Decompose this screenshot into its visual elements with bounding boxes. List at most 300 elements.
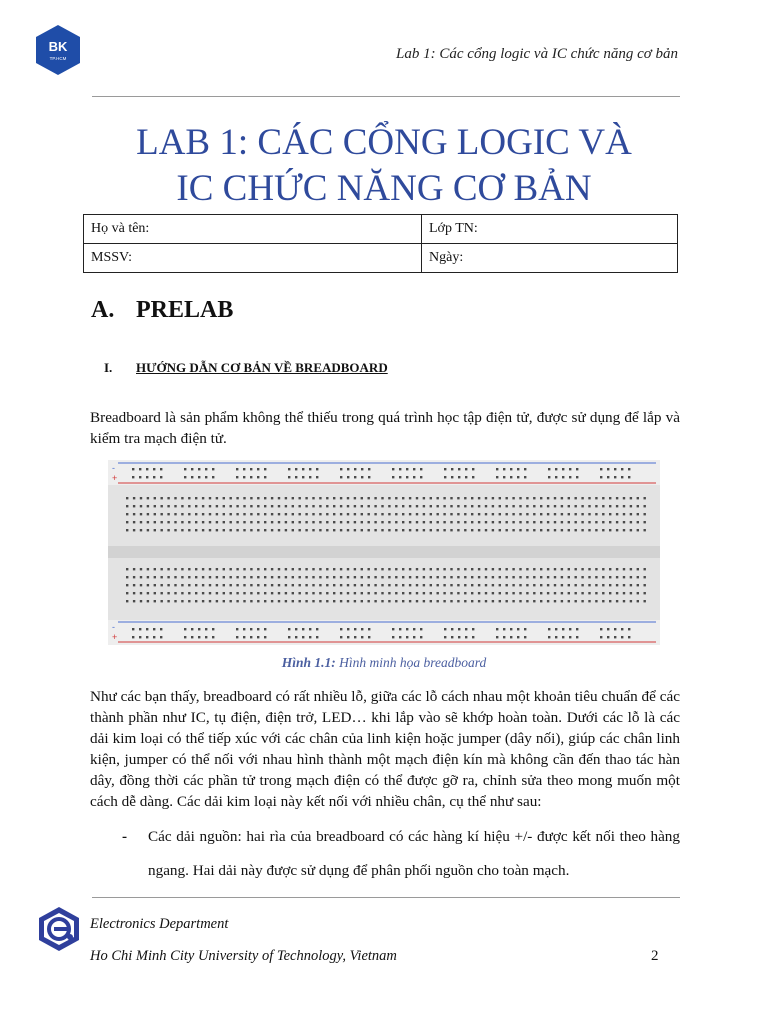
breadboard-hole xyxy=(368,576,370,578)
breadboard-hole xyxy=(406,636,408,638)
breadboard-hole xyxy=(607,636,609,638)
breadboard-hole xyxy=(457,600,459,602)
breadboard-hole xyxy=(205,636,207,638)
breadboard-hole xyxy=(347,584,349,586)
breadboard-hole xyxy=(392,636,394,638)
breadboard-hole xyxy=(195,584,197,586)
breadboard-hole xyxy=(223,584,225,586)
breadboard-hole xyxy=(637,592,639,594)
breadboard-hole xyxy=(209,529,211,531)
breadboard-hole xyxy=(588,513,590,515)
breadboard-hole xyxy=(581,505,583,507)
breadboard-hole xyxy=(250,636,252,638)
breadboard-hole xyxy=(319,521,321,523)
breadboard-hole xyxy=(161,497,163,499)
breadboard-hole xyxy=(271,568,273,570)
breadboard-hole xyxy=(443,576,445,578)
breadboard-hole xyxy=(302,468,304,470)
breadboard-hole xyxy=(368,636,370,638)
breadboard-hole xyxy=(423,529,425,531)
breadboard-hole xyxy=(595,568,597,570)
breadboard-hole xyxy=(561,521,563,523)
breadboard-hole xyxy=(395,568,397,570)
breadboard-hole xyxy=(133,592,135,594)
breadboard-hole xyxy=(540,592,542,594)
breadboard-hole xyxy=(319,505,321,507)
breadboard-hole xyxy=(264,529,266,531)
breadboard-hole xyxy=(126,497,128,499)
table-cell-student-id-label: MSSV: xyxy=(84,244,422,273)
breadboard-hole xyxy=(305,497,307,499)
breadboard-hole xyxy=(319,497,321,499)
breadboard-hole xyxy=(209,600,211,602)
breadboard-hole xyxy=(409,592,411,594)
breadboard-hole xyxy=(271,497,273,499)
breadboard-hole xyxy=(465,628,467,630)
breadboard-hole xyxy=(409,584,411,586)
breadboard-hole xyxy=(264,600,266,602)
breadboard-hole xyxy=(223,513,225,515)
breadboard-hole xyxy=(602,584,604,586)
breadboard-hole xyxy=(588,576,590,578)
breadboard-hole xyxy=(257,529,259,531)
breadboard-hole xyxy=(174,592,176,594)
breadboard-hole xyxy=(430,521,432,523)
breadboard-hole xyxy=(312,513,314,515)
breadboard-hole xyxy=(409,505,411,507)
breadboard-hole xyxy=(250,468,252,470)
breadboard-hole xyxy=(243,592,245,594)
breadboard-hole xyxy=(147,600,149,602)
breadboard-hole xyxy=(621,476,623,478)
breadboard-hole xyxy=(161,568,163,570)
table-cell-class-label: Lớp TN: xyxy=(422,215,678,244)
breadboard-hole xyxy=(561,513,563,515)
breadboard-hole xyxy=(223,497,225,499)
breadboard-hole xyxy=(368,584,370,586)
breadboard-hole xyxy=(271,521,273,523)
breadboard-hole xyxy=(243,636,245,638)
breadboard-hole xyxy=(299,576,301,578)
breadboard-hole xyxy=(223,592,225,594)
breadboard-hole xyxy=(575,568,577,570)
breadboard-hole xyxy=(126,576,128,578)
breadboard-hole xyxy=(154,497,156,499)
breadboard-hole xyxy=(561,505,563,507)
breadboard-hole xyxy=(181,513,183,515)
breadboard-hole xyxy=(278,592,280,594)
breadboard-hole xyxy=(188,584,190,586)
breadboard-hole xyxy=(472,476,474,478)
breadboard-hole xyxy=(588,592,590,594)
breadboard-hole xyxy=(524,476,526,478)
breadboard-hole xyxy=(600,468,602,470)
breadboard-hole xyxy=(354,513,356,515)
breadboard-hole xyxy=(212,468,214,470)
breadboard-hole xyxy=(492,576,494,578)
breadboard-hole xyxy=(140,529,142,531)
page-number: 2 xyxy=(651,948,659,964)
breadboard-hole xyxy=(519,600,521,602)
breadboard-hole xyxy=(450,568,452,570)
breadboard-hole xyxy=(299,505,301,507)
breadboard-hole xyxy=(236,636,238,638)
breadboard-hole xyxy=(264,476,266,478)
breadboard-hole xyxy=(506,529,508,531)
breadboard-hole xyxy=(146,636,148,638)
breadboard-hole xyxy=(299,521,301,523)
breadboard-hole xyxy=(305,592,307,594)
breadboard-hole xyxy=(548,476,550,478)
breadboard-hole xyxy=(554,521,556,523)
breadboard-hole xyxy=(614,468,616,470)
breadboard-hole xyxy=(340,568,342,570)
breadboard-hole xyxy=(392,628,394,630)
breadboard-hole xyxy=(236,600,238,602)
breadboard-hole xyxy=(471,584,473,586)
breadboard-hole xyxy=(126,529,128,531)
breadboard-hole xyxy=(312,592,314,594)
breadboard-hole xyxy=(133,576,135,578)
breadboard-hole xyxy=(519,497,521,499)
breadboard-hole xyxy=(236,513,238,515)
breadboard-hole xyxy=(554,513,556,515)
breadboard-hole xyxy=(437,592,439,594)
breadboard-hole xyxy=(340,600,342,602)
breadboard-hole xyxy=(292,568,294,570)
breadboard-hole xyxy=(519,521,521,523)
breadboard-hole xyxy=(288,476,290,478)
breadboard-hole xyxy=(492,497,494,499)
breadboard-hole xyxy=(381,584,383,586)
breadboard-hole xyxy=(340,505,342,507)
breadboard-hole xyxy=(354,576,356,578)
breadboard-hole xyxy=(361,513,363,515)
breadboard-hole xyxy=(576,468,578,470)
breadboard-hole xyxy=(499,513,501,515)
breadboard-hole xyxy=(184,468,186,470)
breadboard-hole xyxy=(406,468,408,470)
breadboard-hole xyxy=(340,529,342,531)
breadboard-hole xyxy=(202,600,204,602)
breadboard-hole xyxy=(430,505,432,507)
breadboard-hole xyxy=(333,529,335,531)
breadboard-hole xyxy=(547,568,549,570)
breadboard-hole xyxy=(264,468,266,470)
breadboard-hole xyxy=(374,600,376,602)
breadboard-hole xyxy=(402,505,404,507)
breadboard-hole xyxy=(230,600,232,602)
breadboard-hole xyxy=(568,576,570,578)
breadboard-hole xyxy=(423,592,425,594)
breadboard-hole xyxy=(623,568,625,570)
breadboard-hole xyxy=(437,513,439,515)
breadboard-hole xyxy=(630,584,632,586)
breadboard-hole xyxy=(209,497,211,499)
breadboard-hole xyxy=(354,584,356,586)
breadboard-hole xyxy=(347,521,349,523)
footer-university: Ho Chi Minh City University of Technology, Vietnam xyxy=(90,948,397,964)
breadboard-hole xyxy=(644,592,646,594)
breadboard-hole xyxy=(140,592,142,594)
breadboard-hole xyxy=(209,521,211,523)
breadboard-hole xyxy=(637,497,639,499)
breadboard-hole xyxy=(637,576,639,578)
breadboard-hole xyxy=(381,505,383,507)
breadboard-hole xyxy=(388,521,390,523)
breadboard-hole xyxy=(236,476,238,478)
breadboard-hole xyxy=(614,628,616,630)
breadboard-hole xyxy=(230,497,232,499)
breadboard-hole xyxy=(621,468,623,470)
breadboard-hole xyxy=(174,568,176,570)
breadboard-hole xyxy=(299,513,301,515)
breadboard-hole xyxy=(202,513,204,515)
breadboard-hole xyxy=(437,505,439,507)
breadboard-hole xyxy=(271,600,273,602)
breadboard-hole xyxy=(569,628,571,630)
breadboard-hole xyxy=(381,529,383,531)
breadboard-hole xyxy=(257,600,259,602)
breadboard-hole xyxy=(195,529,197,531)
breadboard-hole xyxy=(533,521,535,523)
breadboard-hole xyxy=(510,468,512,470)
breadboard-hole xyxy=(250,568,252,570)
breadboard-hole xyxy=(395,529,397,531)
breadboard-hole xyxy=(374,521,376,523)
breadboard-hole xyxy=(555,476,557,478)
breadboard-hole xyxy=(492,529,494,531)
breadboard-hole xyxy=(361,529,363,531)
breadboard-hole xyxy=(305,521,307,523)
breadboard-hole xyxy=(167,584,169,586)
breadboard-hole xyxy=(147,529,149,531)
breadboard-hole xyxy=(575,584,577,586)
breadboard-hole xyxy=(581,600,583,602)
breadboard-hole xyxy=(326,529,328,531)
breadboard-hole xyxy=(395,600,397,602)
breadboard-hole xyxy=(299,529,301,531)
breadboard-hole xyxy=(243,584,245,586)
breadboard-hole xyxy=(548,468,550,470)
breadboard-hole xyxy=(264,497,266,499)
breadboard-hole xyxy=(354,600,356,602)
breadboard-hole xyxy=(630,592,632,594)
breadboard-hole xyxy=(209,505,211,507)
breadboard-hole xyxy=(181,600,183,602)
breadboard-hole xyxy=(588,521,590,523)
breadboard-hole xyxy=(174,505,176,507)
breadboard-hole xyxy=(205,476,207,478)
breadboard-hole xyxy=(236,568,238,570)
breadboard-hole xyxy=(644,497,646,499)
breadboard-hole xyxy=(443,497,445,499)
breadboard-hole xyxy=(230,513,232,515)
breadboard-hole xyxy=(637,600,639,602)
breadboard-hole xyxy=(614,636,616,638)
breadboard-hole xyxy=(132,476,134,478)
breadboard-hole xyxy=(420,636,422,638)
breadboard-hole xyxy=(209,513,211,515)
breadboard-hole xyxy=(299,568,301,570)
breadboard-hole xyxy=(326,497,328,499)
breadboard-hole xyxy=(616,568,618,570)
breadboard-hole xyxy=(160,468,162,470)
breadboard-hole xyxy=(167,521,169,523)
breadboard-hole xyxy=(443,513,445,515)
breadboard-hole xyxy=(264,592,266,594)
breadboard-hole xyxy=(595,584,597,586)
breadboard-hole xyxy=(191,628,193,630)
breadboard-hole xyxy=(181,521,183,523)
breadboard-hole xyxy=(139,628,141,630)
breadboard-hole xyxy=(499,568,501,570)
footer-department: Electronics Department xyxy=(90,916,229,932)
breadboard-hole xyxy=(340,476,342,478)
breadboard-hole xyxy=(492,584,494,586)
breadboard-hole xyxy=(409,600,411,602)
figure-caption xyxy=(0,655,768,671)
breadboard-hole xyxy=(347,529,349,531)
breadboard-hole xyxy=(216,600,218,602)
breadboard-hole xyxy=(506,600,508,602)
breadboard-hole xyxy=(437,529,439,531)
breadboard-hole xyxy=(174,513,176,515)
breadboard-hole xyxy=(430,497,432,499)
breadboard-hole xyxy=(292,513,294,515)
breadboard-hole xyxy=(354,521,356,523)
breadboard-hole xyxy=(485,600,487,602)
breadboard-hole xyxy=(581,497,583,499)
breadboard-hole xyxy=(554,497,556,499)
breadboard-hole xyxy=(413,628,415,630)
breadboard-hole xyxy=(471,600,473,602)
breadboard-hole xyxy=(568,592,570,594)
breadboard-hole xyxy=(499,592,501,594)
breadboard-hole xyxy=(526,600,528,602)
breadboard-hole xyxy=(374,584,376,586)
breadboard-hole xyxy=(340,628,342,630)
breadboard-hole xyxy=(554,505,556,507)
breadboard-hole xyxy=(250,521,252,523)
breadboard-hole xyxy=(243,600,245,602)
breadboard-hole xyxy=(126,505,128,507)
breadboard-hole xyxy=(581,529,583,531)
breadboard-hole xyxy=(361,505,363,507)
breadboard-hole xyxy=(503,636,505,638)
breadboard-hole xyxy=(524,636,526,638)
breadboard-hole xyxy=(202,497,204,499)
breadboard-hole xyxy=(257,636,259,638)
breadboard-hole xyxy=(519,576,521,578)
breadboard-hole xyxy=(160,636,162,638)
breadboard-hole xyxy=(499,600,501,602)
breadboard-hole xyxy=(347,576,349,578)
breadboard-hole xyxy=(374,505,376,507)
breadboard-hole xyxy=(547,529,549,531)
breadboard-hole xyxy=(374,497,376,499)
breadboard-hole xyxy=(388,568,390,570)
breadboard-hole xyxy=(399,476,401,478)
breadboard-hole xyxy=(616,600,618,602)
breadboard-hole xyxy=(167,505,169,507)
breadboard-hole xyxy=(506,505,508,507)
breadboard-hole xyxy=(340,584,342,586)
breadboard-hole xyxy=(326,505,328,507)
breadboard-hole xyxy=(526,521,528,523)
breadboard-hole xyxy=(562,468,564,470)
breadboard-hole xyxy=(278,521,280,523)
breadboard-hole xyxy=(230,505,232,507)
breadboard-hole xyxy=(416,497,418,499)
breadboard-hole xyxy=(154,529,156,531)
breadboard-hole xyxy=(368,468,370,470)
breadboard-hole xyxy=(443,521,445,523)
breadboard-hole xyxy=(423,576,425,578)
breadboard-hole xyxy=(609,497,611,499)
breadboard-hole xyxy=(126,584,128,586)
breadboard-hole xyxy=(458,476,460,478)
breadboard-hole xyxy=(126,513,128,515)
breadboard-hole xyxy=(243,468,245,470)
breadboard-hole xyxy=(305,584,307,586)
breadboard-hole xyxy=(630,576,632,578)
breadboard-hole xyxy=(285,576,287,578)
breadboard-hole xyxy=(561,568,563,570)
breadboard-hole xyxy=(250,476,252,478)
breadboard-hole xyxy=(450,592,452,594)
breadboard-hole xyxy=(457,529,459,531)
breadboard-hole xyxy=(644,568,646,570)
title-line-1: LAB 1: CÁC CỔNG LOGIC VÀ xyxy=(136,122,632,163)
breadboard-hole xyxy=(575,513,577,515)
breadboard-hole xyxy=(271,529,273,531)
breadboard-hole xyxy=(443,505,445,507)
breadboard-hole xyxy=(354,628,356,630)
breadboard-hole xyxy=(623,576,625,578)
breadboard-hole xyxy=(250,600,252,602)
breadboard-hole xyxy=(623,600,625,602)
breadboard-hole xyxy=(395,513,397,515)
breadboard-hole xyxy=(600,636,602,638)
breadboard-hole xyxy=(562,476,564,478)
breadboard-hole xyxy=(430,592,432,594)
breadboard-hole xyxy=(326,584,328,586)
top-rail-minus-label: - xyxy=(112,463,115,473)
breadboard-hole xyxy=(243,529,245,531)
breadboard-hole xyxy=(161,529,163,531)
breadboard-hole xyxy=(167,576,169,578)
breadboard-hole xyxy=(510,636,512,638)
electronics-department-logo xyxy=(36,906,82,952)
breadboard-hole xyxy=(602,521,604,523)
breadboard-hole xyxy=(519,568,521,570)
breadboard-hole xyxy=(209,576,211,578)
breadboard-hole xyxy=(347,497,349,499)
breadboard-hole xyxy=(212,636,214,638)
breadboard-hole xyxy=(423,584,425,586)
breadboard-hole xyxy=(299,584,301,586)
breadboard-hole xyxy=(499,497,501,499)
breadboard-hole xyxy=(506,497,508,499)
breadboard-hole xyxy=(576,636,578,638)
breadboard-hole xyxy=(188,568,190,570)
breadboard-hole xyxy=(402,568,404,570)
breadboard-hole xyxy=(305,600,307,602)
breadboard-hole xyxy=(368,600,370,602)
breadboard-hole xyxy=(492,600,494,602)
breadboard-hole xyxy=(184,476,186,478)
